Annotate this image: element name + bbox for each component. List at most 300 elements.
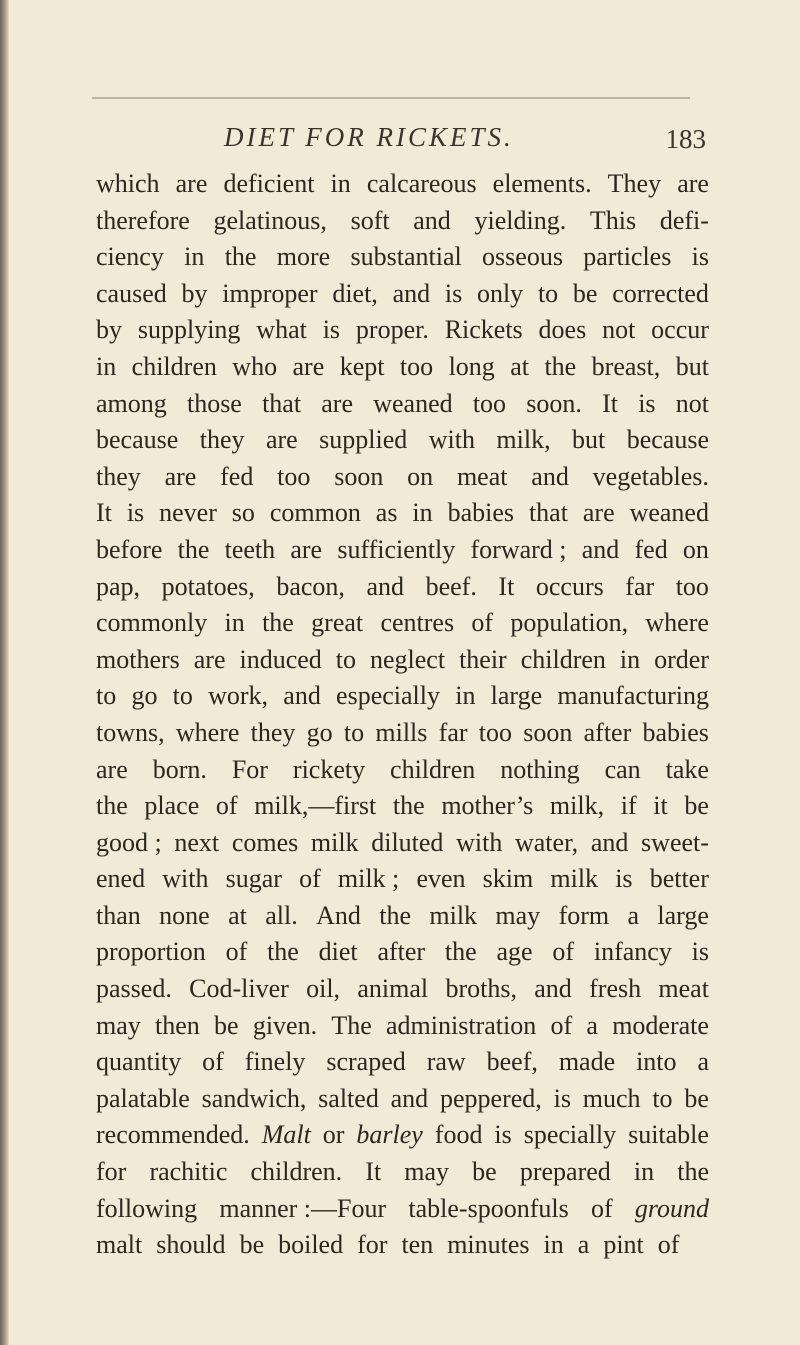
word: the bbox=[677, 1157, 709, 1187]
word: be bbox=[572, 278, 598, 308]
word: corrected bbox=[612, 278, 709, 308]
word: milk, bbox=[549, 791, 605, 821]
text-line bbox=[96, 678, 709, 715]
word: too bbox=[675, 571, 709, 601]
word: meat bbox=[658, 974, 709, 1004]
word: mother’s bbox=[441, 791, 534, 821]
word: milk,—first bbox=[254, 791, 377, 821]
word: for bbox=[96, 1157, 127, 1187]
word: all. bbox=[265, 900, 298, 930]
word: a bbox=[586, 1010, 598, 1040]
word: the bbox=[392, 791, 425, 821]
word: sufficiently bbox=[337, 534, 456, 564]
word: For bbox=[231, 754, 268, 784]
word: common bbox=[269, 498, 361, 528]
word: ground bbox=[634, 1193, 709, 1223]
page-header bbox=[0, 122, 800, 162]
word: go bbox=[131, 681, 158, 711]
word: and bbox=[366, 571, 405, 601]
word: the bbox=[96, 791, 128, 821]
word: where bbox=[175, 717, 240, 747]
word: centres bbox=[380, 608, 455, 638]
word: form bbox=[558, 900, 610, 930]
word: induced bbox=[239, 644, 322, 674]
word: after bbox=[583, 717, 632, 747]
word: with bbox=[162, 864, 209, 894]
word: by bbox=[181, 278, 208, 308]
word: rickety bbox=[292, 754, 366, 784]
word: breast, bbox=[591, 351, 661, 381]
word: soft bbox=[350, 205, 390, 235]
word: should bbox=[156, 1230, 226, 1260]
word: does bbox=[538, 315, 587, 345]
word: to bbox=[96, 681, 117, 711]
word: too bbox=[478, 717, 512, 747]
word: and bbox=[392, 278, 431, 308]
word: manufacturing bbox=[557, 681, 709, 711]
word: if bbox=[620, 791, 637, 821]
word: is bbox=[322, 315, 341, 345]
word: great bbox=[311, 608, 364, 638]
word: are bbox=[265, 425, 298, 455]
word: and bbox=[390, 1083, 429, 1113]
word: is bbox=[553, 1083, 571, 1113]
word: food bbox=[434, 1120, 483, 1150]
word: into bbox=[636, 1047, 677, 1077]
word: sugar bbox=[225, 864, 282, 894]
word: for bbox=[357, 1230, 388, 1260]
word: mills bbox=[375, 717, 428, 747]
word: towns, bbox=[96, 717, 165, 747]
word: supplied bbox=[319, 425, 408, 455]
word: pap, bbox=[96, 571, 141, 601]
word: are bbox=[96, 754, 128, 784]
word: specially bbox=[523, 1120, 617, 1150]
word: too bbox=[277, 461, 311, 491]
word: oil, bbox=[306, 974, 341, 1004]
word: only bbox=[476, 278, 524, 308]
word: in bbox=[184, 242, 205, 272]
word: or bbox=[322, 1120, 345, 1150]
word: place bbox=[144, 791, 200, 821]
word: minutes bbox=[447, 1230, 530, 1260]
word: bacon, bbox=[276, 571, 345, 601]
text-line bbox=[96, 1008, 709, 1045]
word: occur bbox=[651, 315, 709, 345]
word: babies bbox=[447, 498, 514, 528]
word: diluted bbox=[371, 827, 444, 857]
word: be bbox=[214, 1010, 239, 1040]
word: sweet- bbox=[641, 827, 709, 857]
text-line bbox=[96, 1191, 709, 1228]
word: more bbox=[276, 242, 331, 272]
word: ciency bbox=[96, 242, 164, 272]
word: It bbox=[602, 388, 618, 418]
word: forward ; bbox=[470, 534, 567, 564]
word: is bbox=[638, 388, 656, 418]
word: fresh bbox=[589, 974, 642, 1004]
word: and bbox=[581, 534, 620, 564]
word: and bbox=[413, 205, 451, 235]
word: are bbox=[175, 169, 208, 198]
word: take bbox=[665, 754, 709, 784]
word: prepared bbox=[519, 1157, 611, 1187]
word: supplying bbox=[137, 315, 241, 345]
word: proportion bbox=[96, 937, 206, 967]
word: is bbox=[494, 1120, 512, 1150]
word: are bbox=[321, 388, 354, 418]
word: milk ; bbox=[337, 864, 400, 894]
header-rule bbox=[92, 97, 690, 99]
word: diet bbox=[318, 937, 358, 967]
word: go bbox=[306, 717, 333, 747]
word: moderate bbox=[612, 1010, 709, 1040]
word: the bbox=[379, 900, 411, 930]
word: to bbox=[172, 681, 193, 711]
body-text bbox=[96, 166, 709, 1264]
word: in bbox=[96, 351, 117, 381]
word: beef, bbox=[486, 1047, 538, 1077]
word: a bbox=[697, 1047, 709, 1077]
word: order bbox=[654, 644, 709, 674]
text-line bbox=[96, 386, 709, 423]
word: fed bbox=[634, 534, 668, 564]
word: in bbox=[455, 681, 476, 711]
word: and bbox=[590, 827, 629, 857]
word: age bbox=[496, 937, 533, 967]
word: neglect bbox=[370, 644, 446, 674]
word: none bbox=[159, 900, 210, 930]
word: given. bbox=[252, 1010, 318, 1040]
word: following bbox=[96, 1193, 198, 1223]
word: broths, bbox=[445, 974, 517, 1004]
text-line bbox=[96, 861, 709, 898]
word: in bbox=[619, 644, 641, 674]
word: deficient bbox=[223, 169, 315, 198]
word: The bbox=[331, 1010, 372, 1040]
text-line bbox=[96, 203, 709, 240]
word: after bbox=[377, 937, 426, 967]
word: may bbox=[495, 900, 541, 930]
word: of bbox=[657, 1230, 680, 1260]
word: children. bbox=[250, 1157, 343, 1187]
word: are bbox=[193, 644, 226, 674]
word: quantity bbox=[96, 1047, 182, 1077]
word: suitable bbox=[628, 1120, 709, 1150]
word: mothers bbox=[96, 644, 180, 674]
word: especially bbox=[336, 681, 440, 711]
word: animal bbox=[357, 974, 429, 1004]
word: where bbox=[645, 608, 709, 638]
word: but bbox=[572, 425, 606, 455]
word: of bbox=[202, 1047, 224, 1077]
word: can bbox=[604, 754, 641, 784]
word: are bbox=[582, 498, 615, 528]
word: occurs bbox=[535, 571, 604, 601]
text-line bbox=[96, 1117, 709, 1154]
word: by bbox=[96, 315, 122, 345]
word: they bbox=[96, 461, 141, 491]
word: large bbox=[657, 900, 709, 930]
word: improper bbox=[222, 278, 318, 308]
word: be bbox=[684, 791, 709, 821]
word: among bbox=[96, 388, 167, 418]
word: good ; bbox=[96, 827, 162, 857]
word: teeth bbox=[224, 534, 276, 564]
word: It bbox=[365, 1157, 382, 1187]
word: Rickets bbox=[444, 315, 523, 345]
word: to bbox=[335, 644, 357, 674]
text-line bbox=[96, 1227, 709, 1264]
text-line bbox=[96, 934, 709, 971]
word: commonly bbox=[96, 608, 208, 638]
word: then bbox=[155, 1010, 200, 1040]
word: of bbox=[552, 937, 575, 967]
text-line bbox=[96, 825, 709, 862]
word: the bbox=[444, 937, 477, 967]
word: skim bbox=[482, 864, 534, 894]
word: vegetables. bbox=[592, 461, 709, 491]
word: nothing bbox=[500, 754, 580, 784]
word: and bbox=[283, 681, 321, 711]
word: that bbox=[528, 498, 568, 528]
word: the bbox=[177, 534, 210, 564]
word: because bbox=[96, 425, 179, 455]
page-number: 183 bbox=[665, 124, 706, 154]
word: calcareous bbox=[366, 169, 477, 198]
word: the bbox=[267, 937, 299, 967]
word: administration bbox=[386, 1010, 537, 1040]
word: their bbox=[459, 644, 507, 674]
word: water, bbox=[514, 827, 579, 857]
running-title: DIET FOR RICKETS. bbox=[224, 122, 514, 152]
word: is bbox=[691, 242, 709, 272]
word: they bbox=[199, 425, 245, 455]
word: of bbox=[550, 1010, 573, 1040]
text-line bbox=[96, 1154, 709, 1191]
word: finely bbox=[244, 1047, 306, 1077]
word: of bbox=[225, 937, 248, 967]
word: to bbox=[652, 1083, 673, 1113]
word: at bbox=[228, 900, 247, 930]
word: manner :—Four bbox=[219, 1193, 387, 1223]
word: be bbox=[239, 1230, 265, 1260]
text-line bbox=[96, 971, 709, 1008]
word: they bbox=[250, 717, 296, 747]
word: beef. bbox=[425, 571, 477, 601]
text-line bbox=[96, 642, 709, 679]
word: children bbox=[520, 644, 606, 674]
word: too bbox=[399, 351, 434, 381]
word: particles bbox=[583, 242, 672, 272]
word: It bbox=[96, 498, 112, 528]
word: comes bbox=[231, 827, 299, 857]
text-line bbox=[96, 459, 709, 496]
word: it bbox=[653, 791, 668, 821]
word: palatable bbox=[96, 1083, 190, 1113]
word: on bbox=[407, 461, 434, 491]
word: at bbox=[510, 351, 530, 381]
word: weaned bbox=[629, 498, 709, 528]
word: of bbox=[590, 1193, 613, 1223]
word: the bbox=[224, 242, 257, 272]
word: soon bbox=[334, 461, 384, 491]
word: caused bbox=[96, 278, 167, 308]
text-line bbox=[96, 1044, 709, 1081]
word: meat bbox=[456, 461, 508, 491]
word: recommended. bbox=[96, 1120, 250, 1150]
word: in bbox=[330, 169, 351, 198]
word: of bbox=[215, 791, 238, 821]
word: with bbox=[456, 827, 503, 857]
word: in bbox=[543, 1230, 564, 1260]
word: long bbox=[448, 351, 495, 381]
text-line bbox=[96, 532, 709, 569]
word: be bbox=[684, 1083, 709, 1113]
word: that bbox=[262, 388, 302, 418]
word: malt bbox=[96, 1230, 143, 1260]
word: and bbox=[531, 461, 569, 491]
word: and bbox=[534, 974, 572, 1004]
word: scraped bbox=[326, 1047, 406, 1077]
text-line bbox=[96, 569, 709, 606]
word: yielding. bbox=[474, 205, 567, 235]
word: passed. bbox=[96, 974, 172, 1004]
text-line bbox=[96, 422, 709, 459]
word: is bbox=[126, 498, 145, 528]
word: milk bbox=[310, 827, 359, 857]
word: those bbox=[186, 388, 242, 418]
word: osseous bbox=[482, 242, 563, 272]
book-spine-shadow bbox=[0, 0, 9, 1345]
word: made bbox=[558, 1047, 616, 1077]
word: sandwich, bbox=[201, 1083, 307, 1113]
word: children bbox=[390, 754, 476, 784]
word: infancy bbox=[593, 937, 672, 967]
word: who bbox=[232, 351, 278, 381]
word: are bbox=[164, 461, 197, 491]
word: barley bbox=[356, 1120, 423, 1150]
word: so bbox=[231, 498, 255, 528]
word: fed bbox=[220, 461, 254, 491]
word: ened bbox=[96, 864, 146, 894]
word: next bbox=[174, 827, 220, 857]
text-line bbox=[96, 1081, 709, 1118]
text-line bbox=[96, 605, 709, 642]
word: therefore bbox=[96, 205, 190, 235]
word: soon bbox=[523, 717, 573, 747]
word: is bbox=[691, 937, 709, 967]
word: the bbox=[544, 351, 577, 381]
word: in bbox=[412, 498, 433, 528]
word: in bbox=[633, 1157, 655, 1187]
word: This bbox=[589, 205, 637, 235]
word: far bbox=[438, 717, 468, 747]
text-line bbox=[96, 788, 709, 825]
word: proper. bbox=[355, 315, 429, 345]
word: are bbox=[290, 534, 323, 564]
word: the bbox=[262, 608, 294, 638]
word: may bbox=[404, 1157, 450, 1187]
text-line bbox=[96, 898, 709, 935]
word: milk bbox=[429, 900, 478, 930]
word: is bbox=[615, 864, 633, 894]
word: work, bbox=[208, 681, 269, 711]
word: are bbox=[677, 169, 709, 198]
word: weaned bbox=[373, 388, 453, 418]
word: better bbox=[649, 864, 709, 894]
word: diet, bbox=[332, 278, 378, 308]
word: kept bbox=[339, 351, 385, 381]
word: potatoes, bbox=[161, 571, 255, 601]
word: of bbox=[471, 608, 494, 638]
word: salted bbox=[318, 1083, 379, 1113]
word: babies bbox=[642, 717, 709, 747]
word: much bbox=[582, 1083, 641, 1113]
word: milk, bbox=[496, 425, 551, 455]
word: ten bbox=[401, 1230, 434, 1260]
word: large bbox=[490, 681, 543, 711]
text-line bbox=[96, 752, 709, 789]
word: substantial bbox=[350, 242, 462, 272]
text-line bbox=[96, 166, 709, 203]
word: milk bbox=[550, 864, 599, 894]
word: They bbox=[607, 169, 662, 198]
word: before bbox=[96, 534, 163, 564]
word: is bbox=[444, 278, 463, 308]
word: because bbox=[626, 425, 709, 455]
text-line bbox=[96, 312, 709, 349]
word: children bbox=[131, 351, 217, 381]
word: with bbox=[428, 425, 475, 455]
text-line bbox=[96, 715, 709, 752]
word: pint bbox=[603, 1230, 644, 1260]
word: soon. bbox=[526, 388, 582, 418]
word: what bbox=[256, 315, 307, 345]
word: too bbox=[472, 388, 507, 418]
word: It bbox=[498, 571, 515, 601]
word: raw bbox=[426, 1047, 466, 1077]
word: peppered, bbox=[440, 1083, 542, 1113]
text-line bbox=[96, 276, 709, 313]
word: And bbox=[316, 900, 361, 930]
text-line bbox=[96, 495, 709, 532]
text-line bbox=[96, 239, 709, 276]
word: not bbox=[602, 315, 636, 345]
word: rachitic bbox=[149, 1157, 228, 1187]
word: to bbox=[343, 717, 365, 747]
word: as bbox=[375, 498, 398, 528]
word: Malt bbox=[261, 1120, 311, 1150]
word: a bbox=[627, 900, 640, 930]
word: which bbox=[96, 169, 160, 198]
word: not bbox=[675, 388, 709, 418]
word: be bbox=[472, 1157, 497, 1187]
word: table-spoonfuls bbox=[408, 1193, 569, 1223]
word: to bbox=[537, 278, 559, 308]
word: boiled bbox=[278, 1230, 344, 1260]
word: even bbox=[416, 864, 466, 894]
word: of bbox=[299, 864, 321, 894]
word: may bbox=[96, 1010, 141, 1040]
word: born. bbox=[152, 754, 207, 784]
word: gelatinous, bbox=[213, 205, 327, 235]
word: never bbox=[159, 498, 217, 528]
word: are bbox=[292, 351, 325, 381]
word: elements. bbox=[492, 169, 592, 198]
word: a bbox=[577, 1230, 590, 1260]
word: on bbox=[682, 534, 709, 564]
